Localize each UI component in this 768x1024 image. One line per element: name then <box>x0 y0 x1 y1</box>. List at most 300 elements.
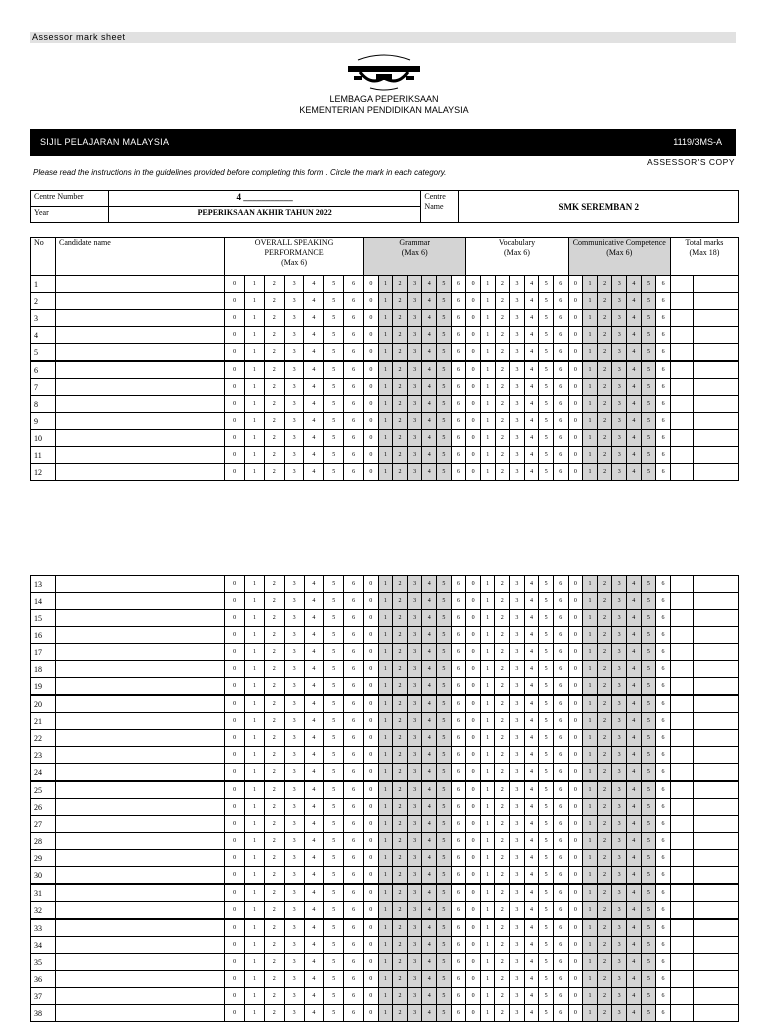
communicative-score-3[interactable]: 3 <box>612 661 627 678</box>
communicative-score-1[interactable]: 1 <box>583 764 598 782</box>
overall-score-5[interactable]: 5 <box>324 764 344 782</box>
grammar-score-5[interactable]: 5 <box>437 593 452 610</box>
grammar-score-0[interactable]: 0 <box>364 661 379 678</box>
grammar-score-1[interactable]: 1 <box>378 344 393 362</box>
overall-score-4[interactable]: 4 <box>304 764 324 782</box>
grammar-score-3[interactable]: 3 <box>407 902 422 920</box>
grammar-score-3[interactable]: 3 <box>407 593 422 610</box>
communicative-score-2[interactable]: 2 <box>597 610 612 627</box>
overall-score-2[interactable]: 2 <box>264 867 284 885</box>
communicative-score-3[interactable]: 3 <box>612 1005 627 1022</box>
grammar-score-0[interactable]: 0 <box>364 833 379 850</box>
communicative-score-6[interactable]: 6 <box>656 361 671 379</box>
overall-score-3[interactable]: 3 <box>284 661 304 678</box>
grammar-score-0[interactable]: 0 <box>364 310 379 327</box>
communicative-score-5[interactable]: 5 <box>641 276 656 293</box>
overall-score-6[interactable]: 6 <box>344 954 364 971</box>
grammar-score-5[interactable]: 5 <box>437 764 452 782</box>
vocabulary-score-6[interactable]: 6 <box>553 781 568 799</box>
vocabulary-score-3[interactable]: 3 <box>510 695 525 713</box>
vocabulary-score-4[interactable]: 4 <box>524 954 539 971</box>
communicative-score-6[interactable]: 6 <box>656 293 671 310</box>
vocabulary-score-0[interactable]: 0 <box>466 344 481 362</box>
communicative-score-5[interactable]: 5 <box>641 781 656 799</box>
grammar-score-2[interactable]: 2 <box>393 396 408 413</box>
grammar-score-3[interactable]: 3 <box>407 971 422 988</box>
vocabulary-score-4[interactable]: 4 <box>524 695 539 713</box>
overall-score-3[interactable]: 3 <box>284 816 304 833</box>
grammar-score-6[interactable]: 6 <box>451 867 466 885</box>
grammar-score-3[interactable]: 3 <box>407 396 422 413</box>
vocabulary-score-2[interactable]: 2 <box>495 902 510 920</box>
communicative-score-0[interactable]: 0 <box>568 954 583 971</box>
overall-score-5[interactable]: 5 <box>324 413 344 430</box>
vocabulary-score-2[interactable]: 2 <box>495 464 510 481</box>
communicative-score-5[interactable]: 5 <box>641 327 656 344</box>
communicative-score-0[interactable]: 0 <box>568 713 583 730</box>
total-marks-cell[interactable] <box>693 379 738 396</box>
candidate-name-cell[interactable] <box>56 695 225 713</box>
overall-score-6[interactable]: 6 <box>344 593 364 610</box>
overall-score-1[interactable]: 1 <box>245 937 265 954</box>
grammar-score-0[interactable]: 0 <box>364 644 379 661</box>
grammar-score-2[interactable]: 2 <box>393 310 408 327</box>
communicative-score-0[interactable]: 0 <box>568 327 583 344</box>
grammar-score-6[interactable]: 6 <box>451 937 466 954</box>
vocabulary-score-0[interactable]: 0 <box>466 610 481 627</box>
vocabulary-score-6[interactable]: 6 <box>554 361 569 379</box>
overall-score-3[interactable]: 3 <box>284 610 304 627</box>
overall-score-1[interactable]: 1 <box>245 464 265 481</box>
grammar-score-3[interactable]: 3 <box>407 695 422 713</box>
grammar-score-2[interactable]: 2 <box>393 954 408 971</box>
grammar-score-6[interactable]: 6 <box>451 276 466 293</box>
overall-score-2[interactable]: 2 <box>264 627 284 644</box>
grammar-score-6[interactable]: 6 <box>451 764 466 782</box>
communicative-score-0[interactable]: 0 <box>568 799 583 816</box>
overall-score-6[interactable]: 6 <box>344 379 364 396</box>
candidate-name-cell[interactable] <box>56 730 225 747</box>
communicative-score-4[interactable]: 4 <box>626 713 641 730</box>
overall-score-2[interactable]: 2 <box>264 678 284 696</box>
overall-score-3[interactable]: 3 <box>284 730 304 747</box>
vocabulary-score-1[interactable]: 1 <box>480 593 495 610</box>
vocabulary-score-0[interactable]: 0 <box>466 678 481 696</box>
overall-score-5[interactable]: 5 <box>324 610 344 627</box>
vocabulary-score-0[interactable]: 0 <box>466 781 481 799</box>
overall-score-0[interactable]: 0 <box>225 833 245 850</box>
communicative-score-2[interactable]: 2 <box>597 627 612 644</box>
vocabulary-score-0[interactable]: 0 <box>466 747 481 764</box>
overall-score-3[interactable]: 3 <box>284 971 304 988</box>
communicative-score-0[interactable]: 0 <box>568 678 583 696</box>
communicative-score-1[interactable]: 1 <box>583 593 598 610</box>
vocabulary-score-2[interactable]: 2 <box>495 850 510 867</box>
grammar-score-4[interactable]: 4 <box>422 276 437 293</box>
overall-score-2[interactable]: 2 <box>264 816 284 833</box>
overall-score-3[interactable]: 3 <box>284 919 304 937</box>
vocabulary-score-6[interactable]: 6 <box>554 413 569 430</box>
grammar-score-0[interactable]: 0 <box>364 379 379 396</box>
candidate-name-cell[interactable] <box>56 413 225 430</box>
overall-score-2[interactable]: 2 <box>264 695 284 713</box>
grammar-score-6[interactable]: 6 <box>451 919 466 937</box>
total-marks-cell[interactable] <box>670 988 693 1005</box>
vocabulary-score-1[interactable]: 1 <box>480 361 495 379</box>
overall-score-1[interactable]: 1 <box>245 293 265 310</box>
communicative-score-2[interactable]: 2 <box>597 988 612 1005</box>
overall-score-4[interactable]: 4 <box>304 781 324 799</box>
vocabulary-score-1[interactable]: 1 <box>480 293 495 310</box>
grammar-score-4[interactable]: 4 <box>422 799 437 816</box>
communicative-score-5[interactable]: 5 <box>641 361 656 379</box>
grammar-score-3[interactable]: 3 <box>407 464 422 481</box>
overall-score-2[interactable]: 2 <box>264 988 284 1005</box>
communicative-score-3[interactable]: 3 <box>612 713 627 730</box>
vocabulary-score-1[interactable]: 1 <box>480 610 495 627</box>
communicative-score-5[interactable]: 5 <box>641 919 656 937</box>
grammar-score-0[interactable]: 0 <box>364 1005 379 1022</box>
communicative-score-6[interactable]: 6 <box>656 576 671 593</box>
candidate-name-cell[interactable] <box>56 678 225 696</box>
total-marks-cell[interactable] <box>670 396 693 413</box>
overall-score-3[interactable]: 3 <box>284 379 304 396</box>
candidate-name-cell[interactable] <box>56 747 225 764</box>
overall-score-3[interactable]: 3 <box>284 781 304 799</box>
communicative-score-3[interactable]: 3 <box>612 413 627 430</box>
vocabulary-score-6[interactable]: 6 <box>553 713 568 730</box>
communicative-score-3[interactable]: 3 <box>612 971 627 988</box>
grammar-score-1[interactable]: 1 <box>378 361 393 379</box>
communicative-score-5[interactable]: 5 <box>641 833 656 850</box>
total-marks-cell[interactable] <box>670 799 693 816</box>
overall-score-5[interactable]: 5 <box>324 971 344 988</box>
vocabulary-score-5[interactable]: 5 <box>539 937 554 954</box>
overall-score-6[interactable]: 6 <box>344 447 364 464</box>
communicative-score-5[interactable]: 5 <box>641 816 656 833</box>
vocabulary-score-3[interactable]: 3 <box>510 344 525 362</box>
grammar-score-0[interactable]: 0 <box>364 327 379 344</box>
vocabulary-score-4[interactable]: 4 <box>524 344 539 362</box>
grammar-score-5[interactable]: 5 <box>437 867 452 885</box>
communicative-score-6[interactable]: 6 <box>656 747 671 764</box>
vocabulary-score-4[interactable]: 4 <box>524 884 539 902</box>
vocabulary-score-3[interactable]: 3 <box>510 867 525 885</box>
vocabulary-score-5[interactable]: 5 <box>539 1005 554 1022</box>
communicative-score-6[interactable]: 6 <box>656 937 671 954</box>
total-marks-cell[interactable] <box>693 447 738 464</box>
vocabulary-score-5[interactable]: 5 <box>539 867 554 885</box>
grammar-score-4[interactable]: 4 <box>422 781 437 799</box>
grammar-score-1[interactable]: 1 <box>378 464 393 481</box>
vocabulary-score-4[interactable]: 4 <box>524 447 539 464</box>
vocabulary-score-0[interactable]: 0 <box>466 816 481 833</box>
overall-score-4[interactable]: 4 <box>304 937 324 954</box>
overall-score-1[interactable]: 1 <box>245 310 265 327</box>
vocabulary-score-5[interactable]: 5 <box>539 764 554 782</box>
communicative-score-4[interactable]: 4 <box>627 293 642 310</box>
grammar-score-0[interactable]: 0 <box>364 447 379 464</box>
overall-score-6[interactable]: 6 <box>344 884 364 902</box>
overall-score-2[interactable]: 2 <box>264 430 284 447</box>
communicative-score-5[interactable]: 5 <box>641 1005 656 1022</box>
communicative-score-5[interactable]: 5 <box>641 799 656 816</box>
grammar-score-1[interactable]: 1 <box>378 430 393 447</box>
overall-score-0[interactable]: 0 <box>225 902 245 920</box>
grammar-score-1[interactable]: 1 <box>378 576 393 593</box>
communicative-score-4[interactable]: 4 <box>627 361 642 379</box>
overall-score-6[interactable]: 6 <box>344 971 364 988</box>
overall-score-5[interactable]: 5 <box>324 593 344 610</box>
vocabulary-score-0[interactable]: 0 <box>466 988 481 1005</box>
grammar-score-0[interactable]: 0 <box>364 937 379 954</box>
overall-score-4[interactable]: 4 <box>304 361 324 379</box>
communicative-score-6[interactable]: 6 <box>656 764 671 782</box>
vocabulary-score-5[interactable]: 5 <box>539 799 554 816</box>
vocabulary-score-6[interactable]: 6 <box>554 293 569 310</box>
overall-score-1[interactable]: 1 <box>245 276 265 293</box>
total-marks-cell[interactable] <box>693 413 738 430</box>
vocabulary-score-2[interactable]: 2 <box>495 379 510 396</box>
vocabulary-score-3[interactable]: 3 <box>510 593 525 610</box>
vocabulary-score-6[interactable]: 6 <box>553 850 568 867</box>
grammar-score-0[interactable]: 0 <box>364 730 379 747</box>
vocabulary-score-4[interactable]: 4 <box>524 937 539 954</box>
grammar-score-6[interactable]: 6 <box>451 610 466 627</box>
communicative-score-1[interactable]: 1 <box>583 447 598 464</box>
vocabulary-score-4[interactable]: 4 <box>524 867 539 885</box>
communicative-score-6[interactable]: 6 <box>656 713 671 730</box>
overall-score-6[interactable]: 6 <box>344 361 364 379</box>
communicative-score-1[interactable]: 1 <box>583 850 598 867</box>
grammar-score-6[interactable]: 6 <box>451 627 466 644</box>
vocabulary-score-6[interactable]: 6 <box>553 764 568 782</box>
overall-score-4[interactable]: 4 <box>304 430 324 447</box>
communicative-score-6[interactable]: 6 <box>656 816 671 833</box>
overall-score-5[interactable]: 5 <box>324 713 344 730</box>
communicative-score-1[interactable]: 1 <box>583 954 598 971</box>
communicative-score-4[interactable]: 4 <box>626 730 641 747</box>
overall-score-3[interactable]: 3 <box>284 361 304 379</box>
overall-score-2[interactable]: 2 <box>264 327 284 344</box>
vocabulary-score-4[interactable]: 4 <box>524 816 539 833</box>
communicative-score-4[interactable]: 4 <box>626 781 641 799</box>
communicative-score-4[interactable]: 4 <box>627 379 642 396</box>
grammar-score-2[interactable]: 2 <box>393 730 408 747</box>
total-marks-cell[interactable] <box>693 396 738 413</box>
communicative-score-3[interactable]: 3 <box>612 954 627 971</box>
vocabulary-score-5[interactable]: 5 <box>539 464 554 481</box>
vocabulary-score-1[interactable]: 1 <box>480 764 495 782</box>
vocabulary-score-4[interactable]: 4 <box>524 310 539 327</box>
vocabulary-score-0[interactable]: 0 <box>466 276 481 293</box>
grammar-score-4[interactable]: 4 <box>422 310 437 327</box>
vocabulary-score-6[interactable]: 6 <box>553 730 568 747</box>
grammar-score-2[interactable]: 2 <box>393 902 408 920</box>
overall-score-3[interactable]: 3 <box>284 413 304 430</box>
overall-score-3[interactable]: 3 <box>284 276 304 293</box>
candidate-name-cell[interactable] <box>56 867 225 885</box>
grammar-score-3[interactable]: 3 <box>407 799 422 816</box>
vocabulary-score-2[interactable]: 2 <box>495 816 510 833</box>
vocabulary-score-4[interactable]: 4 <box>524 413 539 430</box>
communicative-score-0[interactable]: 0 <box>568 1005 583 1022</box>
total-marks-cell[interactable] <box>670 593 693 610</box>
communicative-score-0[interactable]: 0 <box>568 644 583 661</box>
overall-score-6[interactable]: 6 <box>344 764 364 782</box>
overall-score-3[interactable]: 3 <box>284 644 304 661</box>
communicative-score-0[interactable]: 0 <box>568 833 583 850</box>
communicative-score-6[interactable]: 6 <box>656 447 671 464</box>
vocabulary-score-0[interactable]: 0 <box>466 867 481 885</box>
vocabulary-score-0[interactable]: 0 <box>466 447 481 464</box>
vocabulary-score-3[interactable]: 3 <box>510 971 525 988</box>
total-marks-cell[interactable] <box>670 430 693 447</box>
grammar-score-2[interactable]: 2 <box>393 644 408 661</box>
overall-score-4[interactable]: 4 <box>304 971 324 988</box>
grammar-score-1[interactable]: 1 <box>378 781 393 799</box>
candidate-name-cell[interactable] <box>56 954 225 971</box>
total-marks-cell[interactable] <box>670 730 693 747</box>
grammar-score-1[interactable]: 1 <box>378 310 393 327</box>
overall-score-6[interactable]: 6 <box>344 396 364 413</box>
vocabulary-score-0[interactable]: 0 <box>466 327 481 344</box>
total-marks-cell[interactable] <box>670 937 693 954</box>
vocabulary-score-4[interactable]: 4 <box>524 730 539 747</box>
communicative-score-4[interactable]: 4 <box>626 610 641 627</box>
overall-score-6[interactable]: 6 <box>344 747 364 764</box>
overall-score-1[interactable]: 1 <box>245 627 265 644</box>
total-marks-cell[interactable] <box>670 902 693 920</box>
grammar-score-0[interactable]: 0 <box>364 276 379 293</box>
vocabulary-score-2[interactable]: 2 <box>495 764 510 782</box>
candidate-name-cell[interactable] <box>56 430 225 447</box>
overall-score-0[interactable]: 0 <box>225 361 245 379</box>
grammar-score-0[interactable]: 0 <box>364 430 379 447</box>
grammar-score-4[interactable]: 4 <box>422 971 437 988</box>
overall-score-3[interactable]: 3 <box>284 902 304 920</box>
grammar-score-3[interactable]: 3 <box>407 327 422 344</box>
vocabulary-score-0[interactable]: 0 <box>466 293 481 310</box>
grammar-score-6[interactable]: 6 <box>451 850 466 867</box>
vocabulary-score-5[interactable]: 5 <box>539 747 554 764</box>
candidate-name-cell[interactable] <box>56 919 225 937</box>
overall-score-1[interactable]: 1 <box>245 850 265 867</box>
vocabulary-score-1[interactable]: 1 <box>480 850 495 867</box>
grammar-score-3[interactable]: 3 <box>407 661 422 678</box>
overall-score-0[interactable]: 0 <box>225 327 245 344</box>
communicative-score-6[interactable]: 6 <box>656 919 671 937</box>
communicative-score-0[interactable]: 0 <box>568 850 583 867</box>
communicative-score-0[interactable]: 0 <box>568 379 583 396</box>
overall-score-2[interactable]: 2 <box>264 1005 284 1022</box>
grammar-score-1[interactable]: 1 <box>378 988 393 1005</box>
vocabulary-score-4[interactable]: 4 <box>524 747 539 764</box>
grammar-score-5[interactable]: 5 <box>437 816 452 833</box>
vocabulary-score-0[interactable]: 0 <box>466 713 481 730</box>
overall-score-4[interactable]: 4 <box>304 799 324 816</box>
vocabulary-score-5[interactable]: 5 <box>539 447 554 464</box>
grammar-score-3[interactable]: 3 <box>407 867 422 885</box>
vocabulary-score-5[interactable]: 5 <box>539 884 554 902</box>
overall-score-1[interactable]: 1 <box>245 361 265 379</box>
grammar-score-6[interactable]: 6 <box>451 884 466 902</box>
communicative-score-4[interactable]: 4 <box>626 867 641 885</box>
overall-score-6[interactable]: 6 <box>344 799 364 816</box>
total-marks-cell[interactable] <box>693 850 738 867</box>
communicative-score-4[interactable]: 4 <box>626 833 641 850</box>
overall-score-0[interactable]: 0 <box>225 937 245 954</box>
communicative-score-3[interactable]: 3 <box>612 430 627 447</box>
grammar-score-2[interactable]: 2 <box>393 447 408 464</box>
grammar-score-1[interactable]: 1 <box>378 764 393 782</box>
grammar-score-3[interactable]: 3 <box>407 747 422 764</box>
overall-score-6[interactable]: 6 <box>344 919 364 937</box>
vocabulary-score-3[interactable]: 3 <box>510 884 525 902</box>
overall-score-4[interactable]: 4 <box>304 850 324 867</box>
candidate-name-cell[interactable] <box>56 593 225 610</box>
communicative-score-5[interactable]: 5 <box>641 644 656 661</box>
vocabulary-score-1[interactable]: 1 <box>480 327 495 344</box>
vocabulary-score-6[interactable]: 6 <box>553 610 568 627</box>
communicative-score-5[interactable]: 5 <box>641 379 656 396</box>
grammar-score-2[interactable]: 2 <box>393 430 408 447</box>
communicative-score-4[interactable]: 4 <box>627 464 642 481</box>
communicative-score-4[interactable]: 4 <box>626 661 641 678</box>
total-marks-cell[interactable] <box>693 327 738 344</box>
grammar-score-4[interactable]: 4 <box>422 678 437 696</box>
grammar-score-5[interactable]: 5 <box>437 695 452 713</box>
vocabulary-score-2[interactable]: 2 <box>495 276 510 293</box>
communicative-score-0[interactable]: 0 <box>568 276 583 293</box>
communicative-score-1[interactable]: 1 <box>583 464 598 481</box>
overall-score-3[interactable]: 3 <box>284 713 304 730</box>
vocabulary-score-1[interactable]: 1 <box>480 379 495 396</box>
grammar-score-1[interactable]: 1 <box>378 627 393 644</box>
overall-score-1[interactable]: 1 <box>245 747 265 764</box>
grammar-score-5[interactable]: 5 <box>437 799 452 816</box>
grammar-score-5[interactable]: 5 <box>437 730 452 747</box>
overall-score-3[interactable]: 3 <box>284 1005 304 1022</box>
overall-score-0[interactable]: 0 <box>225 610 245 627</box>
vocabulary-score-3[interactable]: 3 <box>510 678 525 696</box>
grammar-score-4[interactable]: 4 <box>422 293 437 310</box>
grammar-score-5[interactable]: 5 <box>437 293 452 310</box>
vocabulary-score-0[interactable]: 0 <box>466 627 481 644</box>
communicative-score-4[interactable]: 4 <box>627 447 642 464</box>
communicative-score-4[interactable]: 4 <box>627 344 642 362</box>
grammar-score-6[interactable]: 6 <box>451 447 466 464</box>
vocabulary-score-1[interactable]: 1 <box>480 678 495 696</box>
vocabulary-score-3[interactable]: 3 <box>510 1005 525 1022</box>
communicative-score-1[interactable]: 1 <box>583 919 598 937</box>
communicative-score-6[interactable]: 6 <box>656 593 671 610</box>
vocabulary-score-3[interactable]: 3 <box>510 430 525 447</box>
communicative-score-2[interactable]: 2 <box>597 576 612 593</box>
total-marks-cell[interactable] <box>693 276 738 293</box>
vocabulary-score-5[interactable]: 5 <box>539 327 554 344</box>
overall-score-5[interactable]: 5 <box>324 833 344 850</box>
vocabulary-score-6[interactable]: 6 <box>553 919 568 937</box>
candidate-name-cell[interactable] <box>56 661 225 678</box>
overall-score-4[interactable]: 4 <box>304 327 324 344</box>
grammar-score-5[interactable]: 5 <box>437 678 452 696</box>
communicative-score-0[interactable]: 0 <box>568 781 583 799</box>
communicative-score-4[interactable]: 4 <box>626 1005 641 1022</box>
overall-score-5[interactable]: 5 <box>324 902 344 920</box>
communicative-score-1[interactable]: 1 <box>583 747 598 764</box>
overall-score-5[interactable]: 5 <box>324 627 344 644</box>
